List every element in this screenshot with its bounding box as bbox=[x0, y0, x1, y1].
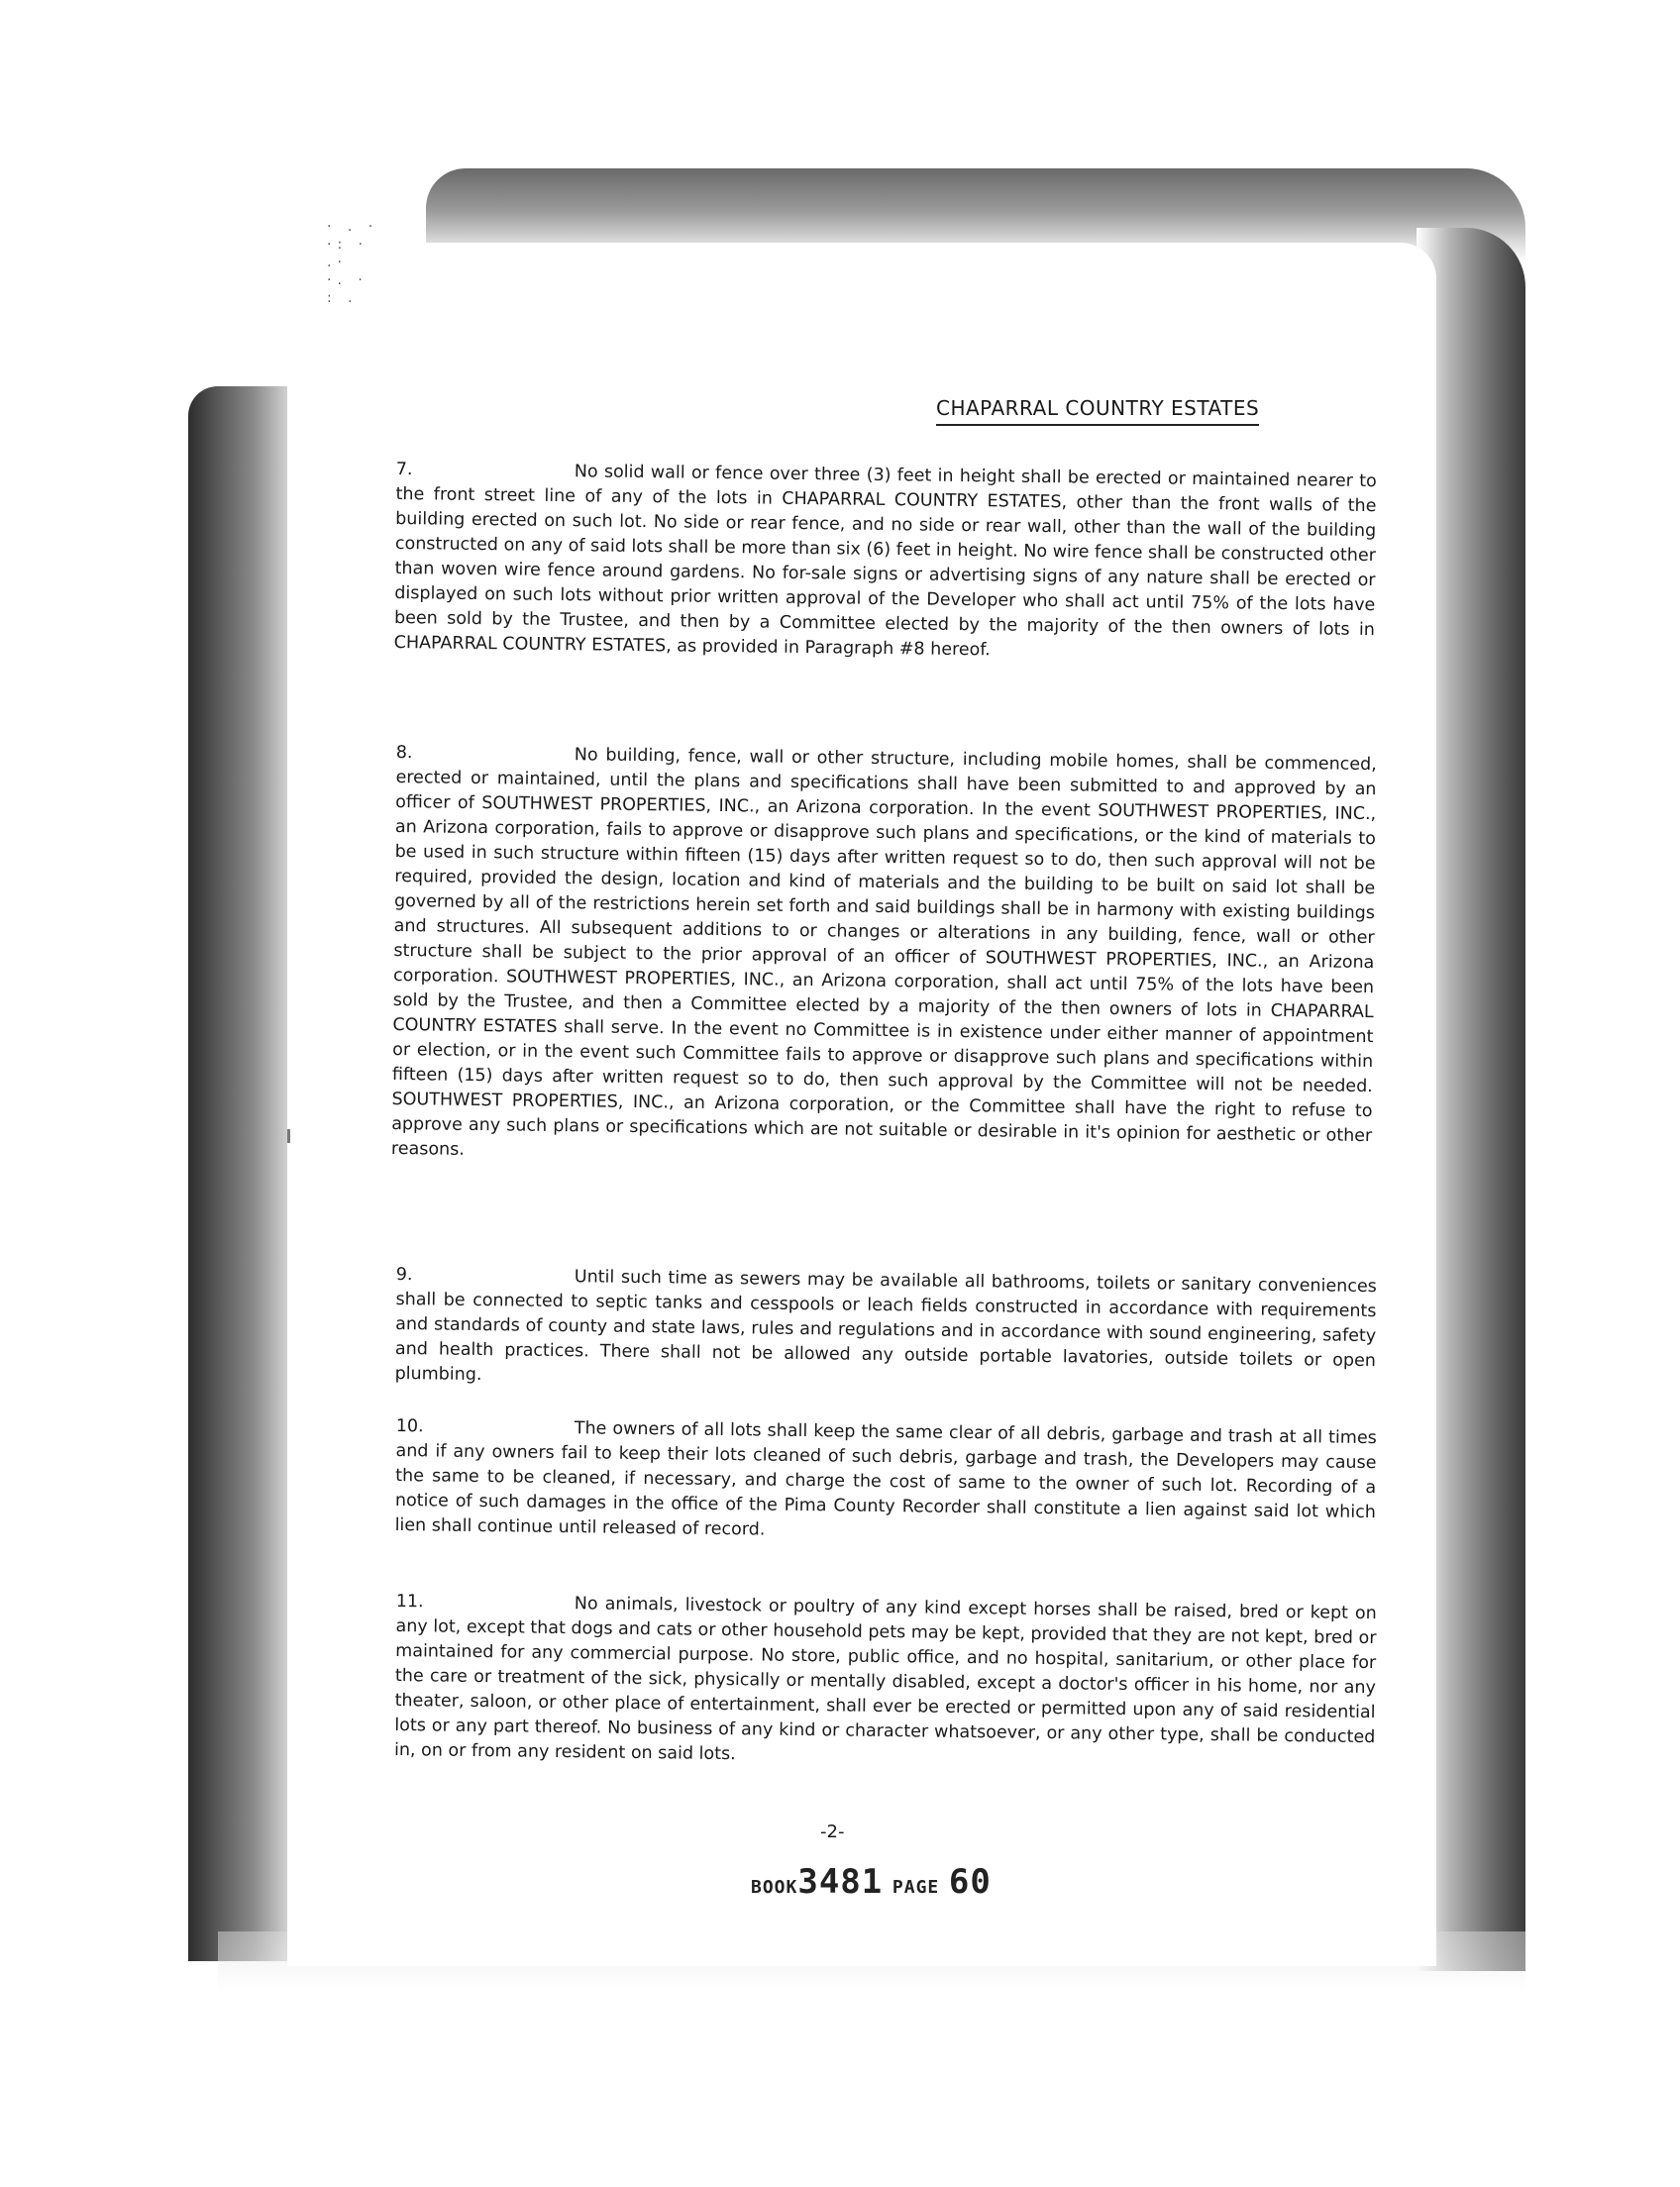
scan-specks: · . · ·: · .· ·. · : . bbox=[327, 219, 379, 306]
paragraph-text: The owners of all lots shall keep the same clear of all debris, garbage and trash at all times and if any owners fail to keep their lots cleaned of such debris, garbage and trash, the Developers may cause the same to be cleaned, if necessary, and charge the cost of same to the owner of such lot. Recording of a notice of such damages in the office of the Pima County Recorder shall constitute a lien against said lot which lien shall continue until released of record. bbox=[394, 1418, 1377, 1540]
paragraph-text: Until such time as sewers may be available all bathrooms, toilets or sanitary conveniences shall be connected to septic tanks and cesspools or leach fields constructed in accordance with requirements and standards of county and state laws, rules and regulations and in accordance with sound engineering, safety and health practices. There shall not be allowed any outside portable lavatories, outside toilets or open plumbing. bbox=[394, 1267, 1377, 1386]
paragraph-number: 8. bbox=[395, 742, 413, 764]
book-label: BOOK bbox=[751, 1877, 798, 1898]
book-page-stamp bbox=[751, 1862, 992, 1902]
scan-shadow-left bbox=[188, 386, 297, 1961]
paragraph-text: No animals, livestock or poultry of any kind except horses shall be raised, bred or kept on any lot, except that dogs and cats or other household pets may be kept, provided that they are not kept, bred or maintained for any commercial purpose. No store, public office, and no hospital, sanitarium, or other place for the care or treatment of the sick, physically or mentally disabled, except a doctor's officer in his home, nor any theater, saloon, or other place of entertainment, shall ever be erected or permitted upon any of said residential lots or any part thereof. No business of any kind or character whatsoever, or any other type, shall be conducted in, on or from any resident on said lots. bbox=[393, 1594, 1377, 1765]
page-number: -2- bbox=[820, 1822, 845, 1842]
page-label: PAGE bbox=[892, 1877, 940, 1898]
paragraph-8 bbox=[391, 741, 1377, 1174]
stamp-page-number: 60 bbox=[948, 1862, 992, 1902]
paragraph-10 bbox=[394, 1414, 1376, 1550]
document-header: CHAPARRAL COUNTRY ESTATES bbox=[936, 396, 1259, 426]
paragraph-text: No solid wall or fence over three (3) feet in height shall be erected or maintained nearer to the front street line of any of the lots in CHAPARRAL COUNTRY ESTATES, other than the front walls of the building erected on such lot. No side or rear fence, and no side or rear wall, other than the wall of the building constructed on any of said lots shall be more than six (6) feet in height. No wire fence shall be constructed other than woven wire fence around gardens. No for-sale signs or advertising signs of any nature shall be erected or displayed on such lots without prior written approval of the Developer who shall act until 75% of the lots have been sold by the Trustee, and then by a Committee elected by the majority of the then owners of lots in CHAPARRAL COUNTRY ESTATES, as provided in Paragraph #8 hereof. bbox=[393, 462, 1377, 661]
book-number: 3481 bbox=[797, 1862, 884, 1902]
paragraph-number: 7. bbox=[395, 459, 413, 480]
paragraph-number: 10. bbox=[395, 1415, 424, 1437]
margin-mark bbox=[287, 1129, 290, 1143]
paragraph-11 bbox=[394, 1590, 1377, 1775]
paragraph-number: 9. bbox=[395, 1264, 413, 1286]
paragraph-number: 11. bbox=[395, 1591, 424, 1613]
paragraph-text: No building, fence, wall or other structure, including mobile homes, shall be commenced, erected or maintained, until the plans and specifications shall have been submitted to and approved by an officer of SOUTHWEST PROPERTIES, INC., an Arizona corporation. In the event SOUTHWEST PROPERTIES, INC., an Arizona corporation, fails to approve or disapprove such plans and specifications, or the kind of materials to be used in such structure within fifteen (15) days after written request so to do, then such approval will not be required, provided the design, location and kind of materials and the building to be built on said lot shall be governed by all of the restrictions herein set forth and said buildings shall be in harmony with existing buildings and structures. All subsequent additions to or changes or alterations in any building, fence, wall or other structure shall be subject to the prior approval of an officer of SOUTHWEST PROPERTIES, INC., an Arizona corporation. SOUTHWEST PROPERTIES, INC., an Arizona corporation, shall act until 75% of the lots have been sold by the Trustee, and then a Committee elected by a majority of the then owners of lots in CHAPARRAL COUNTRY ESTATES shall serve. In the event no Committee is in existence under either manner of appointment or election, or in the event such Committee fails to approve or disapprove such plans and specifications within fifteen (15) days after written request so to do, then such approval by the Committee will not be needed. SOUTHWEST PROPERTIES, INC., an Arizona corporation, or the Committee shall have the right to refuse to approve any such plans or specifications which are not suitable or desirable in it's opinion for aesthetic or other reasons. bbox=[390, 745, 1377, 1160]
paragraph-9 bbox=[394, 1263, 1376, 1399]
paragraph-7 bbox=[394, 458, 1377, 668]
